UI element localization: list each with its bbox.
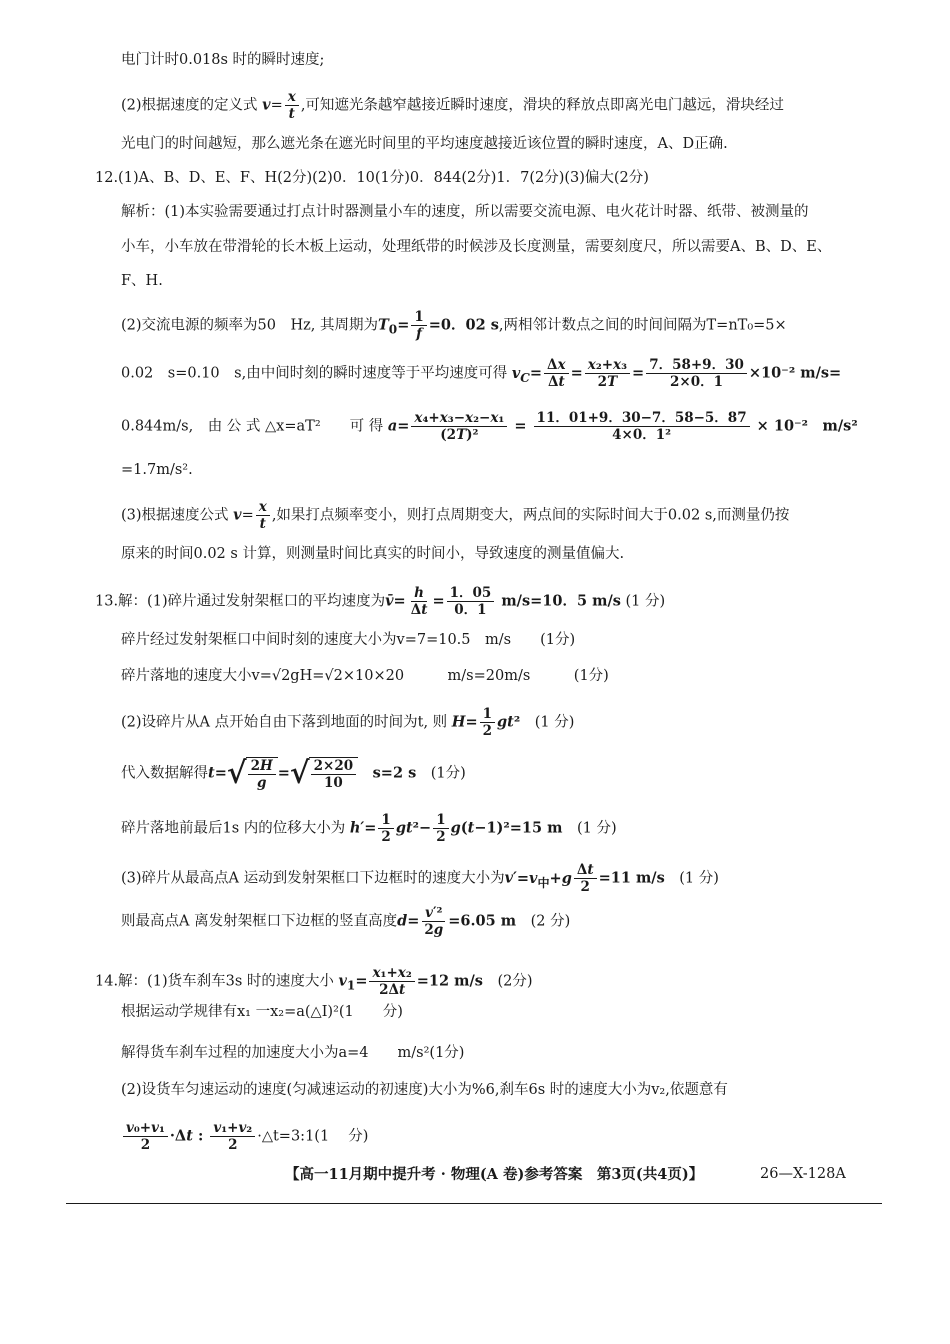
question-14-line: 14.解：(1)货车刹车3s 时的速度大小 $v_1=$ $\frac{\text{x₁+x₂}}{2\Delta t}$ =12 m/s (2分) (95, 965, 533, 999)
text-line: 原来的时间0.02 s 计算，则测量时间比真实的时间小，导致速度的测量值偏大. (121, 546, 625, 562)
formula-line: 代入数据解得t= √ $\frac{2H}{g}$ = √ $\frac{2\times 20}{10}$ s=2 s (1分) (121, 755, 466, 792)
text-line: =1.7m/s². (121, 462, 193, 478)
bottom-rule (66, 1203, 882, 1204)
text-line: 碎片落地的速度大小v=√2gH=√2×10×20 m/s=20m/s (1分) (121, 668, 609, 684)
text-line: (2)设货车匀速运动的速度(匀减速运动的初速度)大小为%6,刹车6s 时的速度大小为v₂,依题意有 (121, 1082, 728, 1098)
text-line: F、H. (121, 273, 163, 289)
text-line: (3)根据速度公式 v= $\frac{x}{t}$ ,如果打点频率变小，则打点周期变大，两点间的实际时间大于0.02 s,而测量仍按 (121, 499, 790, 533)
text-line: 根据运动学规律有x₁ 一x₂=a(△I)²(1 分) (121, 1004, 403, 1020)
formula-line: 碎片落地前最后1s 内的位移大小为 h′= $\frac{1}{2}$ gt²− $\frac{1}{2}$ g(t−1)²=15 m (1 分) (121, 812, 617, 846)
formula-line: (2)设碎片从A 点开始自由下落到地面的时间为t, 则 H= $\frac{1}{2}$ gt² (1 分) (121, 706, 575, 740)
text-line: (2)根据速度的定义式 v= $\frac{x}{t}$ ,可知遮光条越窄越接近瞬时速度，滑块的释放点即离光电门越远，滑块经过 (121, 89, 784, 123)
text-line: 解得货车刹车过程的加速度大小为a=4 m/s²(1分) (121, 1045, 465, 1061)
text-line: 光电门的时间越短，那么遮光条在遮光时间里的平均速度越接近该位置的瞬时速度，A、D正确. (121, 136, 728, 152)
question-13-line: 13.解：(1)碎片通过发射架框口的平均速度为v̄= $\frac{h}{\Delta t}$ = $\frac{1.05}{0.1}$ m/s=10．5 m/s (1 分) (95, 585, 666, 619)
formula-line: 0.844m/s, 由 公 式 △x=aT² 可 得 a= $\frac{\text{x₄+x₃−x₂−x₁}}{\text{(2T)²}}$ = $\frac{11.01+9.30-7.58-5.87}{\text{4×0．1²}}$ × 10⁻² m/s² (121, 410, 858, 444)
formula-line: (3)碎片从最高点A 运动到发射架框口下边框时的速度大小为$v'=v_中+g$ $\frac{\Delta t}{2}$ =11 m/s (1 分) (121, 862, 719, 896)
text-line: (2)交流电源的频率为50 Hz, 其周期为$T_0=$ $\frac{1}{f}$ =0．02 s,两相邻计数点之间的时间间隔为T=nT₀=5× (121, 309, 787, 343)
formula-line: $\frac{\text{v₀+v₁}}{2}$ ·Δt : $\frac{\text{v₁+v₂}}{2}$ ·△t=3:1(1 分) (121, 1121, 368, 1152)
formula-line: 0.02 s=0.10 s,由中间时刻的瞬时速度等于平均速度可得 $v_C=$ $\frac{\Delta x}{\Delta t}$ = $\frac{\text{x₂+x₃}}{2T}$ = $\frac{7.58+9.30}{2\times 0.1}$ ×10⁻² m/s= (121, 357, 842, 391)
text-line: 小车，小车放在带滑轮的长木板上运动，处理纸带的时候涉及长度测量，需要刻度尺，所以需要A、B、D、E、 (121, 239, 832, 255)
formula-line: 则最高点A 离发射架框口下边框的竖直高度d= $\frac{\text{v′²}}{2g}$ =6.05 m (2 分) (121, 905, 571, 939)
page-footer: 【高一11月期中提升考 · 物理(A 卷)参考答案 第3页(共4页)】 (285, 1166, 704, 1183)
question-12-answer: 12.(1)A、B、D、E、F、H(2分)(2)0．10(1分)0．844(2分)1．7(2分)(3)偏大(2分) (95, 170, 649, 186)
text-line: 解析：(1)本实验需要通过打点计时器测量小车的速度，所以需要交流电源、电火花计时器、纸带、被测量的 (121, 204, 809, 220)
text-line: 电门计时0.018s 时的瞬时速度; (121, 52, 325, 68)
text-line: 碎片经过发射架框口中间时刻的速度大小为v=7=10.5 m/s (1分) (121, 632, 576, 648)
document-code: 26—X-128A (760, 1166, 846, 1182)
